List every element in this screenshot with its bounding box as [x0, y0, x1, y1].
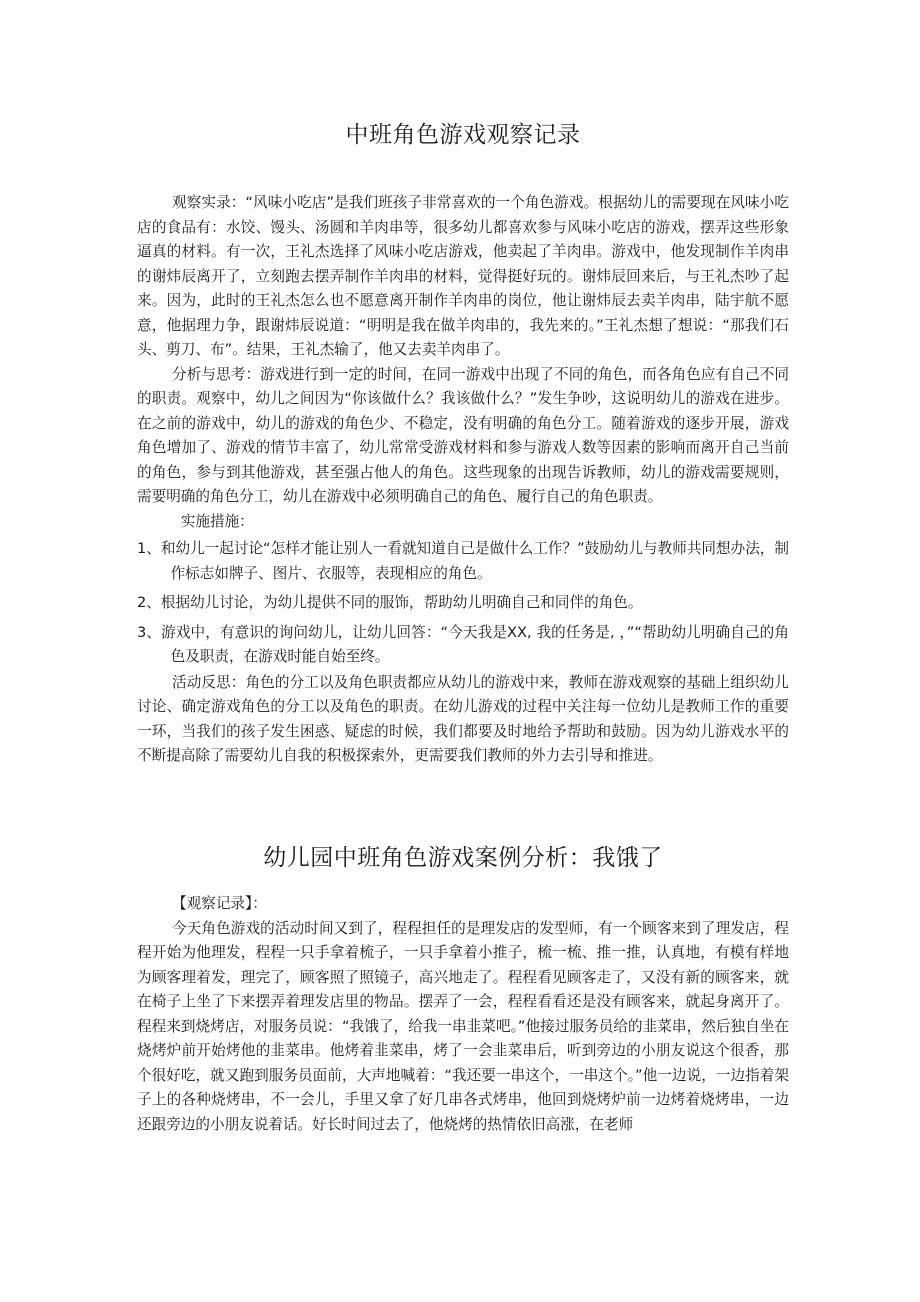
- reflection-paragraph: 活动反思：角色的分工以及角色职责都应从幼儿的游戏中来，教师在游戏观察的基础上组织幼儿讨论、确定游戏角色的分工以及角色的职责。在幼儿游戏的过程中关注每一位幼儿是教师工作的重要一环，当我们的孩子发生困惑、疑虑的时候，我们都要及时地给予帮助和鼓励。因为幼儿游戏水平的不断提高除了需要幼儿自我的积极探索外，更需要我们教师的外力去引导和推进。: [137, 673, 789, 764]
- document-title: 中班角色游戏观察记录: [345, 122, 581, 148]
- observation-paragraph: 观察实录：“风味小吃店”是我们班孩子非常喜欢的一个角色游戏。根据幼儿的需要现在风味小吃店的食品有：水饺、馒头、汤圆和羊肉串等，很多幼儿都喜欢参与风味小吃店的游戏，摆弄这些形象逼真的材料。有一次，王礼杰选择了风味小吃店游戏，他卖起了羊肉串。游戏中，他发现制作羊肉串的谢炜辰离开了，立刻跑去摆弄制作羊肉串的材料，觉得挺好玩的。谢炜辰回来后，与王礼杰吵了起来。因为，此时的王礼杰怎么也不愿意离开制作羊肉串的岗位，他让谢炜辰去卖羊肉串，陆宇航不愿意，他据理力争，跟谢炜辰说道：“明明是我在做羊肉串的，我先来的。”王礼杰想了想说：“那我们石头、剪刀、布”。结果，王礼杰输了，他又去卖羊肉串了。: [137, 194, 789, 358]
- measure-item: 1、和幼儿一起讨论“怎样才能让别人一看就知道自己是做什么工作？”鼓励幼儿与教师共同想办法，制作标志如牌子、图片、衣服等，表现相应的角色。: [137, 540, 789, 582]
- measure-item: 3、游戏中，有意识的询问幼儿，让幼儿回答：“今天我是XX, 我的任务是, ，”“帮助幼儿明确自己的角色及职责，在游戏时能自始至终。: [137, 623, 789, 665]
- section-observation-record: [137, 191, 789, 769]
- measure-item: 2、根据幼儿讨论，为幼儿提供不同的服饰，帮助幼儿明确自己和同伴的角色。: [137, 594, 643, 611]
- section-title: 幼儿园中班角色游戏案例分析：我饿了: [263, 845, 663, 871]
- section-case-analysis: [137, 892, 789, 1137]
- measures-heading: 实施措施：: [180, 512, 254, 530]
- analysis-paragraph: 分析与思考：游戏进行到一定的时间，在同一游戏中出现了不同的角色，而各角色应有自己不同的职责。观察中，幼儿之间因为“你该做什么？我该做什么？”发生争吵，这说明幼儿的游戏在进步。在之前的游戏中，幼儿的游戏的角色少、不稳定，没有明确的角色分工。随着游戏的逐步开展，游戏角色增加了、游戏的情节丰富了，幼儿常常受游戏材料和参与游戏人数等因素的影响而离开自己当前的角色，参与到其他游戏，甚至强占他人的角色。这些现象的出现告诉教师，幼儿的游戏需要规则，需要明确的角色分工，幼儿在游戏中必须明确自己的角色、履行自己的角色职责。: [137, 365, 789, 505]
- case-record-paragraph: 今天角色游戏的活动时间又到了，程程担任的是理发店的发型师，有一个顾客来到了理发店，程程开始为他理发，程程一只手拿着梳子，一只手拿着小推子，梳一梳、推一推，认真地，有模有样地为顾客理着发，理完了，顾客照了照镜子，高兴地走了。程程看见顾客走了，又没有新的顾客来，就在椅子上坐了下来摆弄着理发店里的物品。摆弄了一会，程程看看还是没有顾客来，就起身离开了。程程来到烧烤店，对服务员说：“我饿了，给我一串韭菜吧。”他接过服务员给的韭菜串，然后独自坐在烧烤炉前开始烤他的韭菜串。他烤着韭菜串，烤了一会韭菜串后，听到旁边的小朋友说这个很香，那个很好吃，就又跑到服务员面前，大声地喊着：“我还要一串这个，一串这个。”他一边说，一边指着架子上的各种烧烤串，不一会儿，手里又拿了好几串各式烤串，他回到烧烤炉前一边烤着烧烤串，一边还跟旁边的小朋友说着话。好长时间过去了，他烧烤的热情依旧高涨，在老师: [137, 919, 789, 1133]
- record-heading: 【观察记录】：: [172, 895, 267, 912]
